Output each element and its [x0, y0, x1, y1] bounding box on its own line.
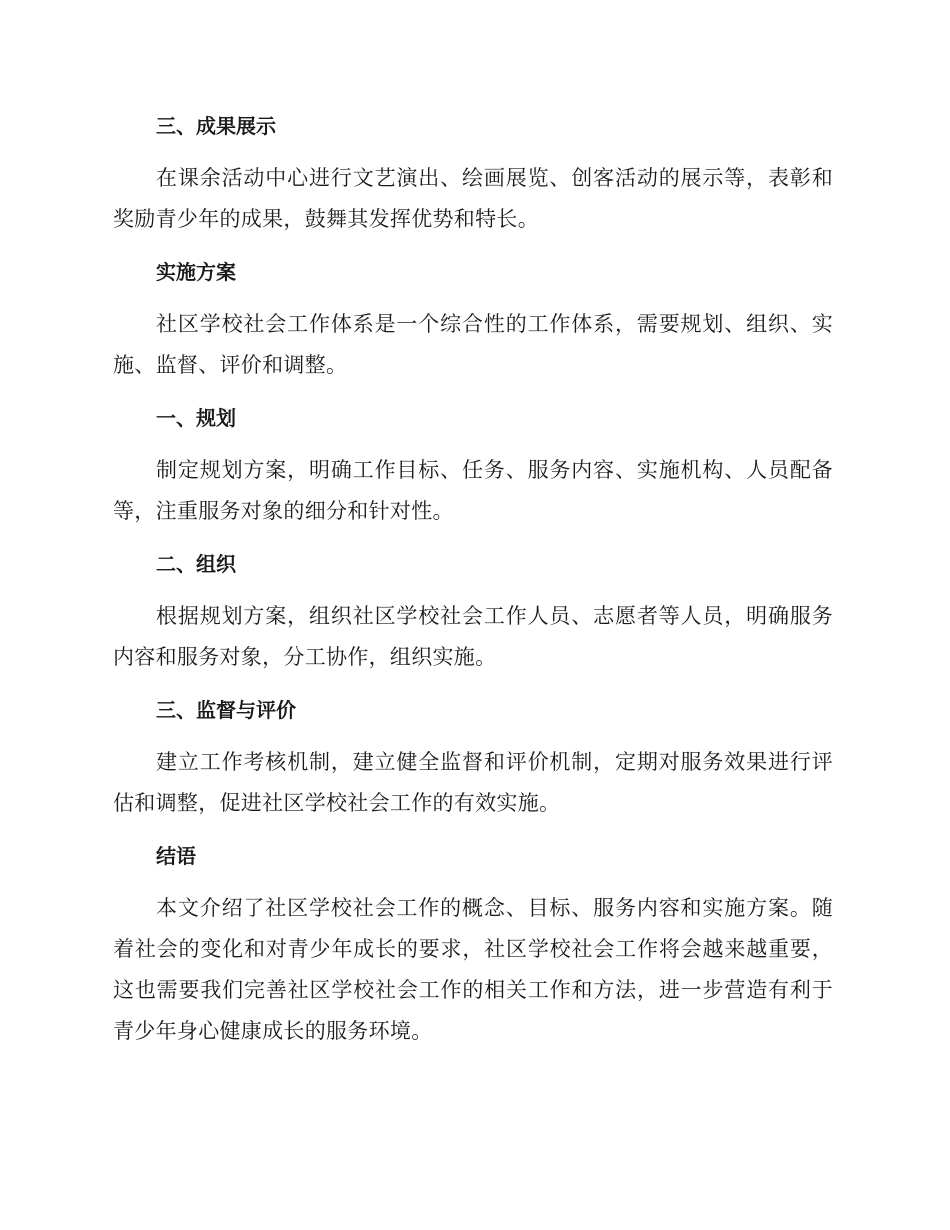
- section-heading-implementation-plan: 实施方案: [156, 260, 236, 284]
- section-heading-achievements: 三、成果展示: [156, 114, 276, 138]
- paragraph-planning: 制定规划方案，明确工作目标、任务、服务内容、实施机构、人员配备等，注重服务对象的细分和针对性。: [113, 458, 833, 523]
- section-heading-conclusion: 结语: [156, 844, 196, 868]
- paragraph-organization: 根据规划方案，组织社区学校社会工作人员、志愿者等人员，明确服务内容和服务对象，分工协作，组织实施。: [113, 604, 833, 669]
- paragraph-implementation-plan: 社区学校社会工作体系是一个综合性的工作体系，需要规划、组织、实施、监督、评价和调整。: [113, 312, 833, 377]
- document-page: [113, 106, 833, 1064]
- paragraph-achievements: 在课余活动中心进行文艺演出、绘画展览、创客活动的展示等，表彰和奖励青少年的成果，鼓舞其发挥优势和特长。: [113, 166, 833, 231]
- section-heading-planning: 一、规划: [156, 406, 236, 430]
- section-heading-supervision-evaluation: 三、监督与评价: [156, 698, 296, 722]
- paragraph-conclusion: 本文介绍了社区学校社会工作的概念、目标、服务内容和实施方案。随着社会的变化和对青少年成长的要求，社区学校社会工作将会越来越重要，这也需要我们完善社区学校社会工作的相关工作和方法，进一步营造有利于青少年身心健康成长的服务环境。: [113, 896, 833, 1043]
- paragraph-supervision-evaluation: 建立工作考核机制，建立健全监督和评价机制，定期对服务效果进行评估和调整，促进社区学校社会工作的有效实施。: [113, 750, 833, 815]
- section-heading-organization: 二、组织: [156, 552, 236, 576]
